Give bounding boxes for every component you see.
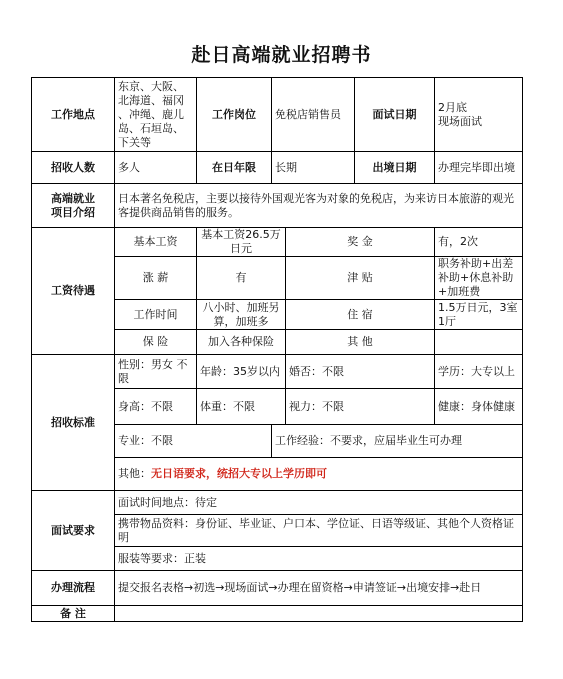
salary-key: 奖 金 — [286, 228, 435, 257]
criteria-row-1 — [32, 355, 523, 389]
salary-key: 津 贴 — [286, 257, 435, 300]
headcount-row — [32, 152, 523, 184]
project-description: 日本著名免税店，主要以接待外国观光客为对象的免税店，为来访日本旅游的观光客提供商品销售的服务。 — [115, 184, 523, 228]
salary-value: 职务补助+出差补助+休息补助+加班费 — [435, 257, 523, 300]
criteria-label: 招收标准 — [32, 355, 115, 491]
work-location-value: 东京、大阪、 北海道、福冈 、冲绳、鹿儿 岛、石垣岛、 下关等 — [115, 78, 197, 152]
process-row — [32, 571, 523, 606]
basic-info-row — [32, 78, 523, 152]
criteria-marital: 婚否：不限 — [286, 355, 435, 389]
salary-value: 基本工资26.5万日元 — [197, 228, 286, 257]
departure-label: 出境日期 — [355, 152, 435, 184]
criteria-vision: 视力：不限 — [286, 389, 435, 425]
work-location-label: 工作地点 — [32, 78, 115, 152]
years-label: 在日年限 — [197, 152, 272, 184]
salary-key: 保 险 — [115, 330, 197, 355]
criteria-experience: 工作经验：不要求，应届毕业生可办理 — [272, 425, 523, 458]
criteria-health: 健康：身体健康 — [435, 389, 523, 425]
interview-date-label: 面试日期 — [355, 78, 435, 152]
criteria-age: 年龄：35岁以内 — [197, 355, 286, 389]
years-value: 长期 — [272, 152, 355, 184]
salary-value — [435, 330, 523, 355]
process-steps: 提交报名表格→初选→现场面试→办理在留资格→申请签证→出境安排→赴日 — [115, 571, 523, 606]
salary-value: 加入各种保险 — [197, 330, 286, 355]
criteria-gender: 性别：男女 不限 — [115, 355, 197, 389]
salary-value: 有 — [197, 257, 286, 300]
salary-value: 八小时、加班另算，加班多 — [197, 300, 286, 330]
criteria-education: 学历：大专以上 — [435, 355, 523, 389]
interview-label: 面试要求 — [32, 491, 115, 571]
headcount-label: 招收人数 — [32, 152, 115, 184]
salary-key: 其 他 — [286, 330, 435, 355]
project-label: 高端就业 项目介绍 — [32, 184, 115, 228]
criteria-weight: 体重：不限 — [197, 389, 286, 425]
salary-key: 涨 薪 — [115, 257, 197, 300]
salary-key: 基本工资 — [115, 228, 197, 257]
criteria-height: 身高：不限 — [115, 389, 197, 425]
salary-value: 有，2次 — [435, 228, 523, 257]
headcount-value: 多人 — [115, 152, 197, 184]
recruitment-table — [31, 77, 522, 619]
remarks-label: 备 注 — [32, 606, 115, 622]
interview-documents: 携带物品资料：身份证、毕业证、户口本、学位证、日语等级证、其他个人资格证明 — [115, 515, 523, 547]
position-label: 工作岗位 — [197, 78, 272, 152]
project-row — [32, 184, 523, 228]
departure-value: 办理完毕即出境 — [435, 152, 523, 184]
salary-key: 住 宿 — [286, 300, 435, 330]
remarks-row — [32, 606, 523, 622]
criteria-major: 专业：不限 — [115, 425, 272, 458]
interview-time-place: 面试时间地点：待定 — [115, 491, 523, 515]
criteria-other-prefix: 其他： — [118, 467, 151, 480]
interview-row-1 — [32, 491, 523, 515]
interview-dress: 服装等要求：正装 — [115, 547, 523, 571]
salary-value: 1.5万日元，3室1厅 — [435, 300, 523, 330]
document-title: 赴日高端就业招聘书 — [191, 44, 372, 66]
criteria-other — [115, 458, 523, 491]
position-value: 免税店销售员 — [272, 78, 355, 152]
salary-row-1 — [32, 228, 523, 257]
salary-key: 工作时间 — [115, 300, 197, 330]
interview-date-value: 2月底 现场面试 — [435, 78, 523, 152]
remarks-value — [115, 606, 523, 622]
criteria-other-value: 无日语要求，统招大专以上学历即可 — [151, 467, 327, 480]
salary-label: 工资待遇 — [32, 228, 115, 355]
process-label: 办理流程 — [32, 571, 115, 606]
